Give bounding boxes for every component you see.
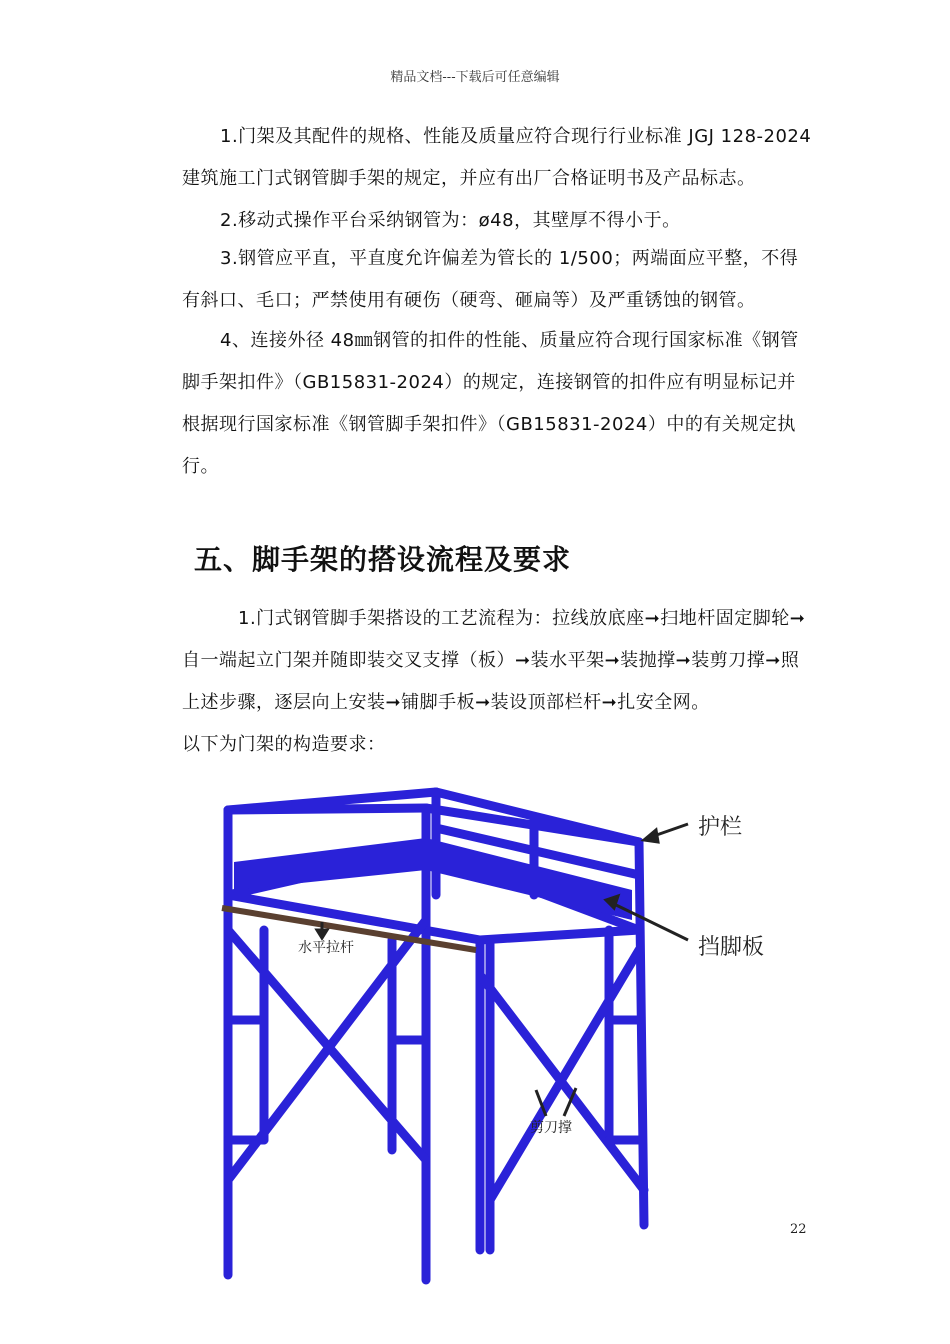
label-guardrail: 护栏	[698, 815, 743, 840]
paragraph-3: 3.钢管应平直，平直度允许偏差为管长的 1/500；两端面应平整，不得有斜口、毛口；严禁使用有硬伤（硬弯、砸扁等）及严重锈蚀的钢管。	[182, 248, 799, 311]
paragraph-2: 2.移动式操作平台采纳钢管为：ø48，其壁厚不得小于。	[220, 210, 681, 231]
section-heading: 五、脚手架的搭设流程及要求	[194, 543, 572, 576]
paragraph-1: 1.门架及其配件的规格、性能及质量应符合现行行业标准 JGJ 128-2024 建筑施工门式钢管脚手架的规定，并应有出厂合格证明书及产品标志。	[182, 126, 812, 189]
scaffold-figure	[214, 780, 794, 1285]
label-toeboard: 挡脚板	[698, 935, 765, 960]
paragraph-4: 4、连接外径 48㎜钢管的扣件的性能、质量应符合现行国家标准《钢管脚手架扣件》（GB15831-2024）的规定，连接钢管的扣件应有明显标记并根据现行国家标准《钢管脚手架扣件》（GB15831-2024）中的有关规定执行。	[182, 330, 799, 477]
section-paragraph-2: 以下为门架的构造要求：	[182, 734, 386, 755]
label-horizontal-bar: 水平拉杆	[298, 940, 354, 956]
page-header: 精品文档---下载后可任意编辑	[390, 70, 560, 85]
section-paragraph-1: 1.门式钢管脚手架搭设的工艺流程为：拉线放底座➞扫地杆固定脚轮➞自一端起立门架并随即装交叉支撑（板）➞装水平架➞装抛撑➞装剪刀撑➞照上述步骤，逐层向上安装➞铺脚手板➞装设顶部栏杆➞扎安全网。	[182, 608, 806, 713]
scaffold-illustration	[214, 780, 794, 1285]
page-number: 22	[790, 1222, 807, 1237]
label-scissor-brace: 剪刀撑	[530, 1120, 572, 1136]
